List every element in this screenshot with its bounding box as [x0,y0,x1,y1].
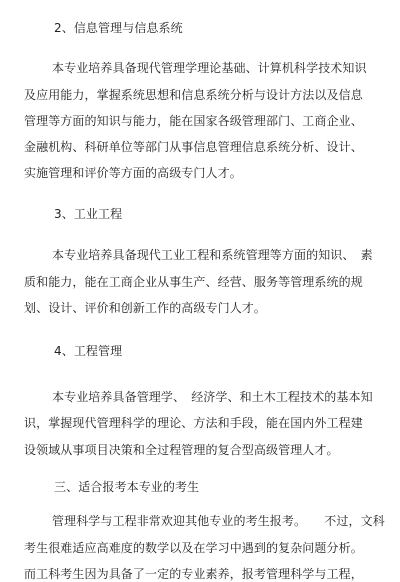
paragraph-line: 管理等方面的知识与能力，能在国家各级管理部门、工商企业、 [24,114,363,128]
paragraph-line: 管理科学与工程非常欢迎其他专业的考生报考。 不过，文科 [52,514,385,528]
paragraph-line: 划、设计、评价和创新工作的高级专门人才。 [24,301,267,315]
section-heading-information-management: 2、信息管理与信息系统 [54,21,183,35]
paragraph-line: 及应用能力，掌握系统思想和信息系统分析与设计方法以及信息 [24,88,363,102]
section-heading-industrial-engineering: 3、工业工程 [54,207,123,221]
paragraph-line: 本专业培养具备现代管理学理论基础、计算机科学技术知识 [52,61,367,75]
paragraph-line: 设领域从事项目决策和全过程管理的复合型高级管理人才。 [24,443,339,457]
section-heading-suitable-candidates: 三、适合报考本专业的考生 [54,480,200,494]
paragraph-line: 识，掌握现代管理科学的理论、方法和手段，能在国内外工程建 [24,416,363,430]
paragraph-line: 金融机构、科研单位等部门从事信息管理信息系统分析、设计、 [24,140,363,154]
paragraph-line: 质和能力，能在工商企业从事生产、经营、服务等管理系统的规 [24,275,363,289]
paragraph-line: 实施管理和评价等方面的高级专门人才。 [24,166,242,180]
paragraph-line: 而工科考生因为具备了一定的专业素养，报考管理科学与工程， [24,567,363,581]
paragraph-line: 本专业培养具备现代工业工程和系统管理等方面的知识、 素 [52,248,373,262]
paragraph-line: 本专业培养具备管理学、 经济学、和土木工程技术的基本知 [52,390,373,404]
paragraph-line: 考生很难适应高难度的数学以及在学习中遇到的复杂问题分析。 [24,541,363,555]
section-heading-engineering-management: 4、工程管理 [54,344,123,358]
